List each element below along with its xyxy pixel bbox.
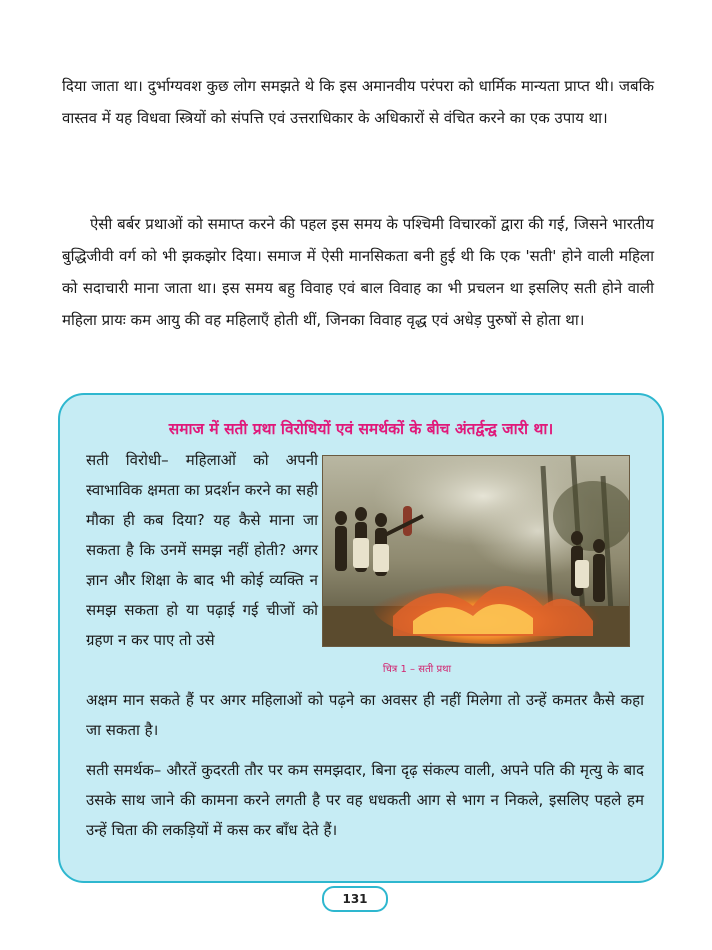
page-number: 131 xyxy=(322,886,388,912)
paragraph-1: दिया जाता था। दुर्भाग्यवश कुछ लोग समझते थे कि इस अमानवीय परंपरा को धार्मिक मान्यता प्राप्त थी। जबकि वास्तव में यह विधवा स्त्रियों को संपत्ति एवं उत्तराधिकार के अधिकारों से वंचित करने का एक उपाय था। xyxy=(62,77,655,127)
opponents-text-continued: अक्षम मान सकते हैं पर अगर महिलाओं को पढ़ने का अवसर ही नहीं मिलेगा तो उन्हें कमतर कैसे कहा जा सकता है। xyxy=(86,691,644,739)
box-heading: समाज में सती प्रथा विरोधियों एवं समर्थकों के बीच अंतर्द्वन्द्व जारी था। xyxy=(168,420,554,438)
sati-illustration xyxy=(322,455,630,647)
opponents-text: सती विरोधी– महिलाओं को अपनी स्वाभाविक क्षमता का प्रदर्शन करने का सही मौका ही कब दिया? यह कैसे माना जा सकता है कि उनमें समझ नहीं होती? अगर ज्ञान और शिक्षा के बाद भी कोई व्यक्ति न समझ सकता हो या पढ़ाई गई चीजों को ग्रहण न कर पाए तो उसे xyxy=(86,451,318,649)
info-box xyxy=(58,393,664,883)
sati-scene-image xyxy=(323,456,629,646)
figure-caption: चित्र 1 – सती प्रथा xyxy=(382,664,452,675)
supporters-text: सती समर्थक– औरतें कुदरती तौर पर कम समझदार, बिना दृढ़ संकल्प वाली, अपने पति की मृत्यु के बाद उसके साथ जाने की कामना करने लगती है पर वह धधकती आग से भाग न निकले, इसलिए पहले हम उन्हें चिता की लकड़ियों में कस कर बाँध देते हैं। xyxy=(86,761,644,839)
paragraph-2: ऐसी बर्बर प्रथाओं को समाप्त करने की पहल इस समय के पश्चिमी विचारकों द्वारा की गई, जिसने भारतीय बुद्धिजीवी वर्ग को भी झकझोर दिया। समाज में ऐसी मानसिकता बनी हुई थी कि एक 'सती' होने वाली महिला को सदाचारी माना जाता था। इस समय बहु विवाह एवं बाल विवाह का भी प्रचलन था इसलिए सती होने वाली महिला प्रायः कम आयु की वह महिलाएँ होती थीं, जिनका विवाह वृद्ध एवं अधेड़ पुरुषों से होता था। xyxy=(62,215,654,329)
